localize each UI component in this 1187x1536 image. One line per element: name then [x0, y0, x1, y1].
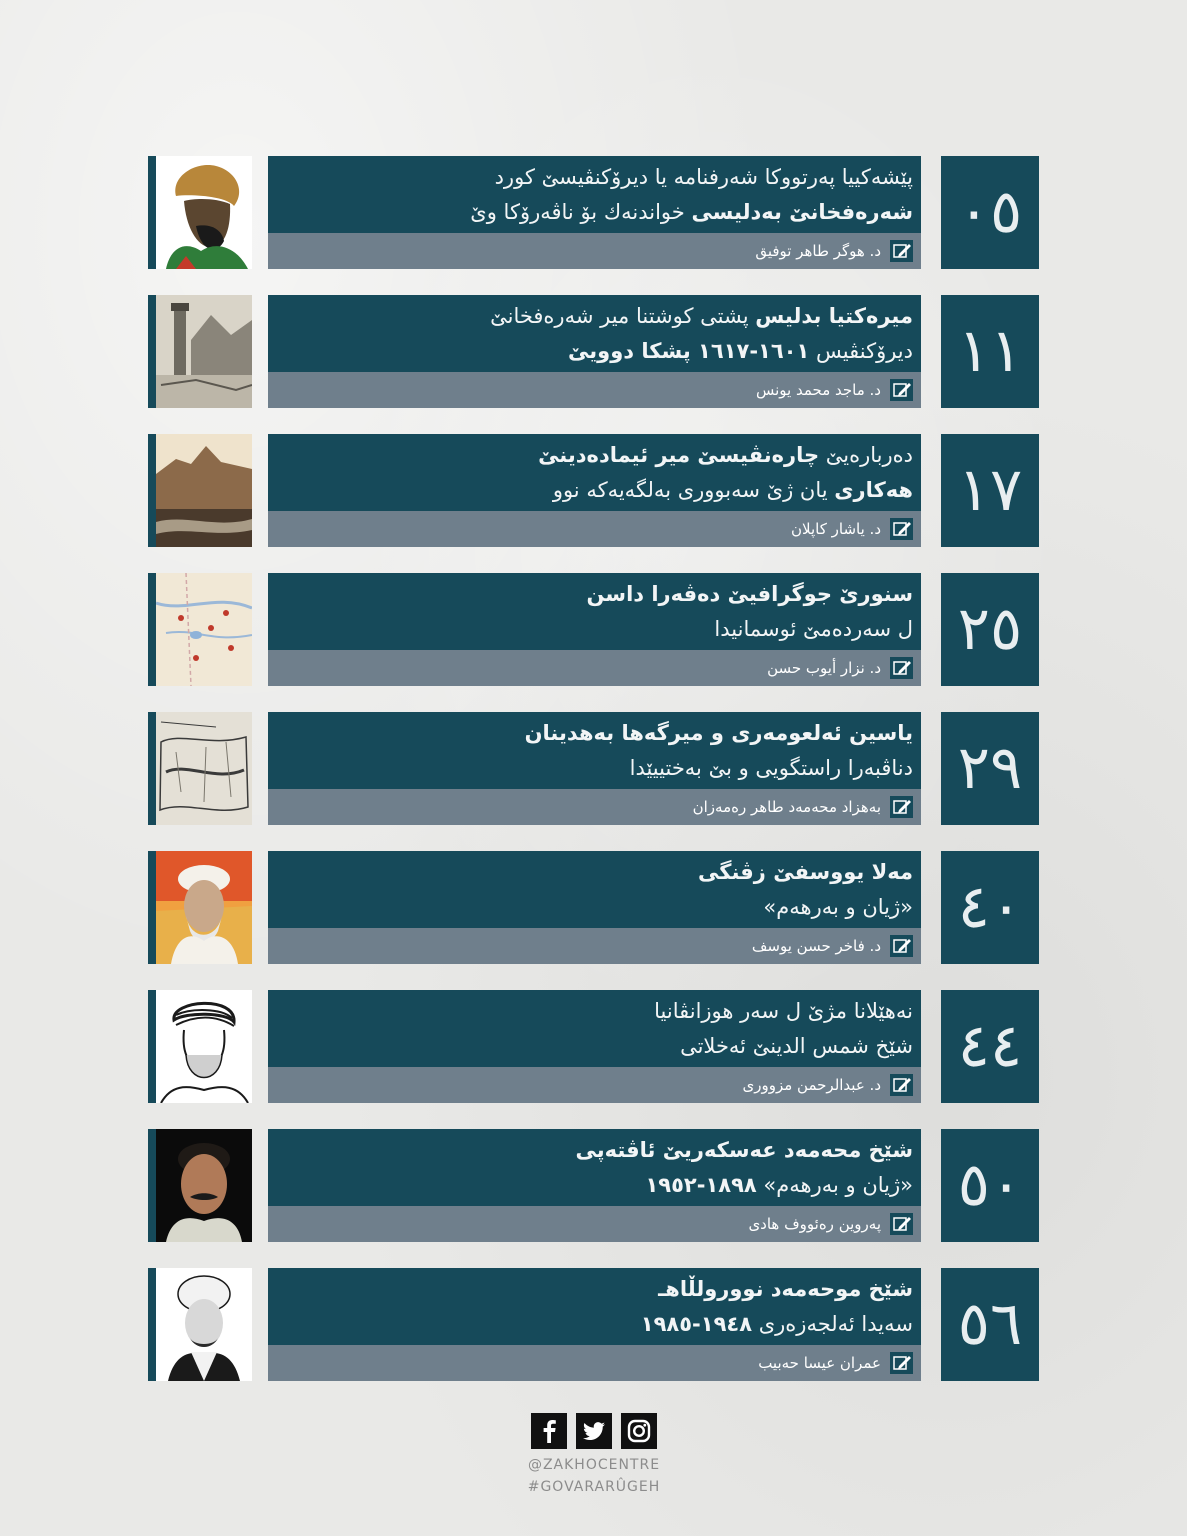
article-title	[268, 851, 921, 928]
toc-entry[interactable]	[148, 1268, 1039, 1381]
article-info	[268, 1129, 921, 1242]
title-segment: میرەکتیا بدلیس	[755, 304, 913, 328]
toc-entry[interactable]	[148, 156, 1039, 269]
hashtag: #GOVARARÛGEH	[527, 1479, 661, 1495]
page-number: ٢٩	[941, 712, 1039, 825]
page-number: ١٧	[941, 434, 1039, 547]
title-line	[630, 753, 913, 783]
title-line	[525, 718, 913, 748]
pen-icon	[890, 1352, 913, 1374]
title-segment: شەرەفخانێ بەدلیسی	[691, 200, 913, 224]
title-segment: خواندنەك بۆ ناڤەرۆکا وێ	[470, 200, 692, 224]
title-segment: مەلا یووسفێ زڤنگی	[698, 860, 913, 884]
title-line	[490, 301, 913, 331]
page-number: ٤٤	[941, 990, 1039, 1103]
social-links	[531, 1413, 657, 1449]
title-line	[495, 162, 913, 192]
author-name: پەروین رەئووف هادی	[748, 1215, 881, 1233]
title-line	[763, 892, 913, 922]
author-name: بەهزاد محەمەد طاهر رەمەزان	[692, 798, 881, 816]
toc-entry[interactable]	[148, 990, 1039, 1103]
title-line	[654, 996, 913, 1026]
title-segment: «ژیان و بەرهەم»	[756, 1173, 913, 1197]
article-title	[268, 434, 921, 511]
title-segment: چارەنڤیسێ میر ئیمادەدینێ	[538, 443, 820, 467]
title-line	[575, 1135, 913, 1165]
author-name: د. فاخر حسن يوسف	[751, 937, 881, 955]
article-thumbnail	[148, 573, 252, 686]
author-row	[268, 1345, 921, 1381]
article-info	[268, 156, 921, 269]
toc-entry[interactable]	[148, 712, 1039, 825]
article-info	[268, 990, 921, 1103]
author-name: د. ياشار كاپلان	[791, 520, 881, 538]
title-line	[641, 1309, 913, 1339]
article-title	[268, 712, 921, 789]
title-segment: ١٦٠١-١٦١٧ پشکا دوویێ	[568, 339, 810, 363]
pen-icon	[890, 1074, 913, 1096]
article-thumbnail	[148, 295, 252, 408]
page-number: ٥٦	[941, 1268, 1039, 1381]
author-name: د. هوگر طاهر توفيق	[755, 242, 881, 260]
title-line	[714, 614, 913, 644]
page-number: ٠٥	[941, 156, 1039, 269]
twitter-icon[interactable]	[576, 1413, 612, 1449]
title-segment: ١٨٩٨-١٩٥٢	[645, 1173, 757, 1197]
title-line	[538, 440, 913, 470]
title-line	[553, 475, 913, 505]
pen-icon	[890, 657, 913, 679]
title-line	[658, 1274, 913, 1304]
article-thumbnail	[148, 1268, 252, 1381]
title-segment: دیرۆکنڤیس	[809, 339, 913, 363]
page-number: ٤٠	[941, 851, 1039, 964]
toc-entry[interactable]	[148, 434, 1039, 547]
article-info	[268, 295, 921, 408]
pen-icon	[890, 935, 913, 957]
author-row	[268, 511, 921, 547]
article-info	[268, 434, 921, 547]
instagram-icon[interactable]	[621, 1413, 657, 1449]
article-title	[268, 1268, 921, 1345]
title-line	[470, 197, 913, 227]
pen-icon	[890, 1213, 913, 1235]
title-line	[568, 336, 913, 366]
title-segment: شێخ شمس الدینێ ئەخلاتی	[680, 1034, 913, 1058]
author-name: عمران عيسا حەبيب	[758, 1354, 881, 1372]
article-title	[268, 295, 921, 372]
title-segment: «ژیان و بەرهەم»	[763, 895, 913, 919]
author-name: د. عبدالرحمن مزووری	[742, 1076, 881, 1094]
author-row	[268, 928, 921, 964]
article-thumbnail	[148, 851, 252, 964]
title-line	[680, 1031, 913, 1061]
article-thumbnail	[148, 1129, 252, 1242]
pen-icon	[890, 518, 913, 540]
author-name: د. نزار أيوب حسن	[767, 659, 881, 677]
title-segment: ل سەردەمێ ئوسمانیدا	[714, 617, 913, 641]
title-segment: ١٩٤٨-١٩٨٥	[640, 1312, 753, 1336]
author-row	[268, 233, 921, 269]
pen-icon	[890, 240, 913, 262]
title-line	[645, 1170, 913, 1200]
page-number: ١١	[941, 295, 1039, 408]
title-segment: سەیدا ئەلجەزەری	[752, 1312, 913, 1336]
article-info	[268, 712, 921, 825]
article-thumbnail	[148, 434, 252, 547]
title-segment: یاسین ئەلعومەری و میرگەها بەهدینان	[524, 721, 913, 745]
article-thumbnail	[148, 156, 252, 269]
title-segment: دەربارەیێ	[819, 443, 913, 467]
title-line	[587, 579, 913, 609]
pen-icon	[890, 379, 913, 401]
page-number: ٢٥	[941, 573, 1039, 686]
facebook-icon[interactable]	[531, 1413, 567, 1449]
article-info	[268, 1268, 921, 1381]
article-title	[268, 990, 921, 1067]
title-segment: پێشەکییا پەرتووکا شەرفنامە یا دیرۆکنڤیسێ کورد	[494, 165, 913, 189]
title-segment: سنورێ جوگرافیێ دەڤەرا داسن	[586, 582, 913, 606]
article-title	[268, 156, 921, 233]
author-row	[268, 1067, 921, 1103]
title-line	[698, 857, 913, 887]
author-row	[268, 789, 921, 825]
toc-entry[interactable]	[148, 1129, 1039, 1242]
title-segment: نەهێلانا مژێ ل سەر هوزانڤانیا	[654, 999, 913, 1023]
toc-entry[interactable]	[148, 851, 1039, 964]
title-segment: شێخ موحەمەد نوورولڵاهـ	[658, 1277, 913, 1301]
author-row	[268, 372, 921, 408]
toc-entry[interactable]	[148, 295, 1039, 408]
title-segment: دناڤبەرا راستگویی و بێ بەختییێدا	[629, 756, 913, 780]
author-row	[268, 1206, 921, 1242]
article-info	[268, 851, 921, 964]
toc-entry[interactable]	[148, 573, 1039, 686]
author-row	[268, 650, 921, 686]
pen-icon	[890, 796, 913, 818]
title-segment: شێخ محەمەد عەسکەریێ ئاڤتەپی	[575, 1138, 913, 1162]
social-handle: @ZAKHOCENTRE	[527, 1457, 661, 1473]
title-segment: پشتی کوشتنا میر شەرەفخانێ	[490, 304, 756, 328]
title-segment: هەکاری	[834, 478, 913, 502]
article-title	[268, 1129, 921, 1206]
author-name: د. ماجد محمد يونس	[756, 381, 881, 399]
title-segment: یان ژێ سەبووری بەلگەیەکە نوو	[552, 478, 835, 502]
page-number: ٥٠	[941, 1129, 1039, 1242]
article-thumbnail	[148, 990, 252, 1103]
article-info	[268, 573, 921, 686]
article-title	[268, 573, 921, 650]
article-thumbnail	[148, 712, 252, 825]
